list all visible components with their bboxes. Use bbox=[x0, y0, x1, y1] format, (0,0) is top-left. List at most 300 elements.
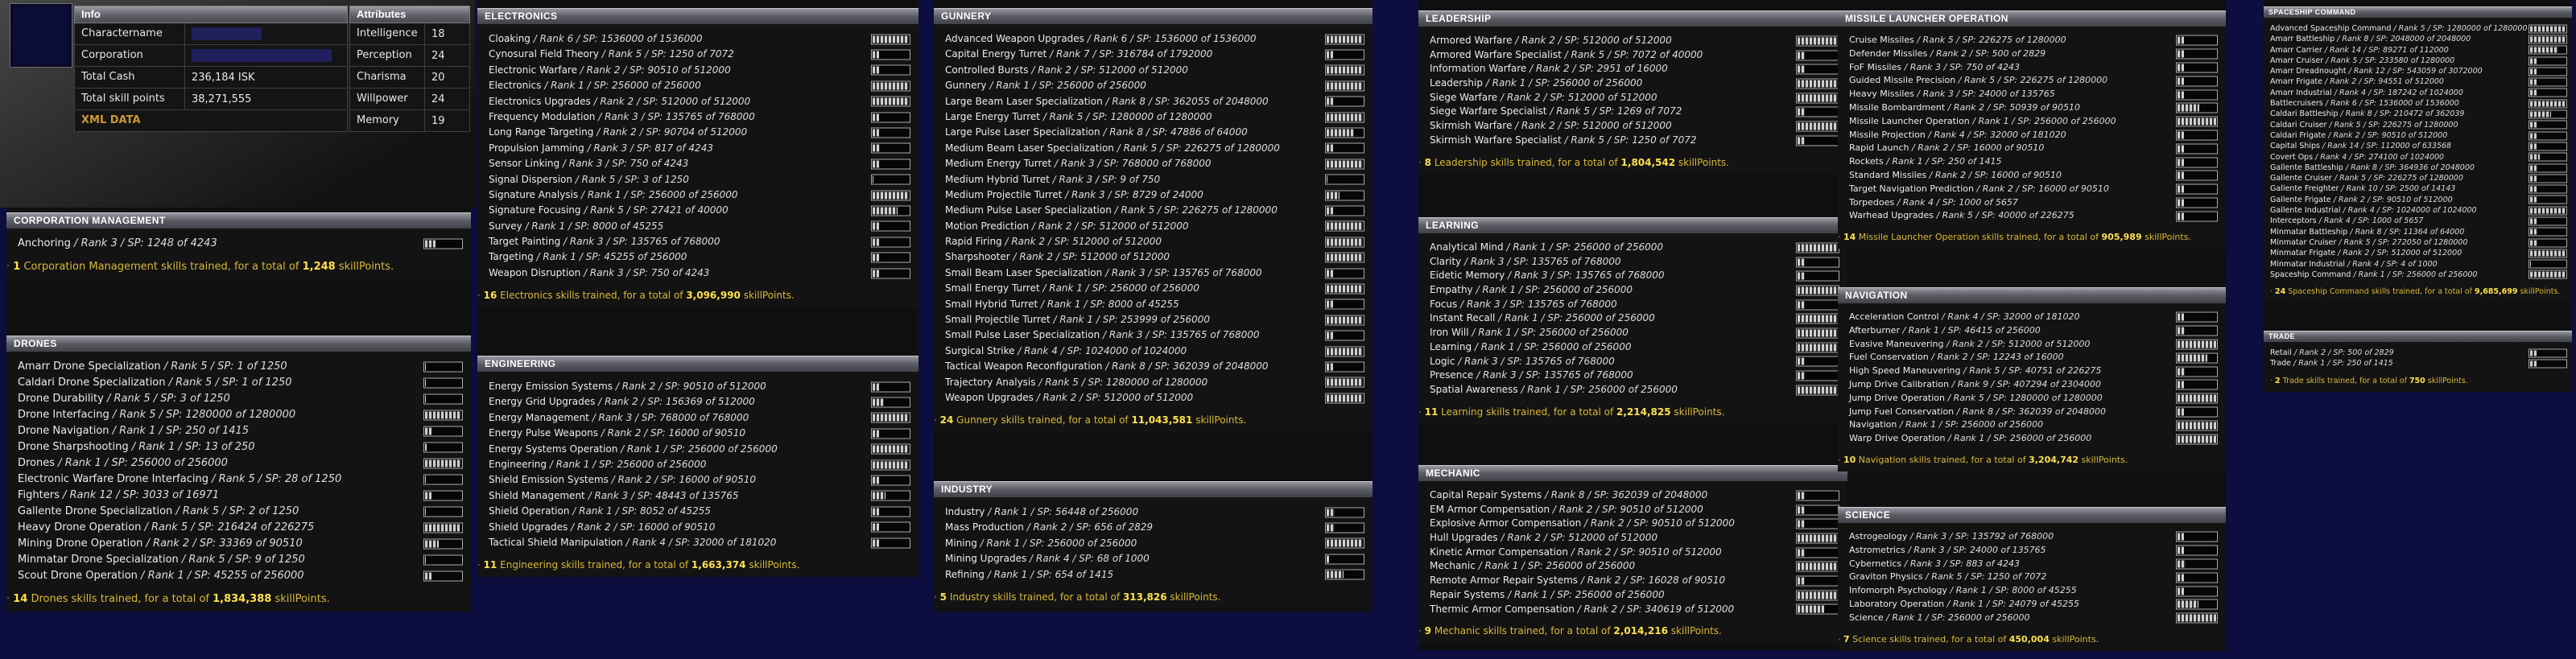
skill-label: Astrogeology / Rank 3 / SP: 135792 of 768000 bbox=[1849, 531, 2054, 542]
skill-label: Torpedoes / Rank 4 / SP: 1000 of 5657 bbox=[1849, 196, 2018, 208]
skill-label: Amarr Battleship / Rank 8 / SP: 2048000 of 2048000 bbox=[2270, 35, 2471, 44]
skill-row bbox=[1849, 129, 2218, 142]
category-panel-engineering bbox=[477, 356, 919, 577]
total-skill-points-label: Total skill points bbox=[75, 89, 185, 109]
skill-label: Warhead Upgrades / Rank 5 / SP: 40000 of 226275 bbox=[1849, 210, 2074, 221]
category-panel-mechanic bbox=[1418, 465, 1847, 643]
skill-label: Navigation / Rank 1 / SP: 256000 of 256000 bbox=[1849, 419, 2044, 430]
skill-progress-bar bbox=[2176, 197, 2218, 208]
skill-progress-bar bbox=[1796, 590, 1839, 600]
skill-label: Capital Energy Turret / Rank 7 / SP: 316784 of 1792000 bbox=[945, 48, 1213, 60]
skill-label: Amarr Drone Specialization / Rank 5 / SP: 1 of 1250 bbox=[18, 360, 287, 373]
skill-progress-bar bbox=[1796, 314, 1839, 324]
skill-row bbox=[489, 504, 910, 519]
skill-label: Jump Drive Operation / Rank 5 / SP: 1280000 of 1280000 bbox=[1849, 392, 2103, 403]
skill-progress-bar bbox=[871, 476, 910, 486]
skill-row bbox=[1430, 298, 1839, 312]
skill-progress-bar bbox=[1796, 575, 1839, 586]
skill-row bbox=[1849, 432, 2218, 446]
skill-label: Targeting / Rank 1 / SP: 45255 of 256000 bbox=[489, 251, 687, 263]
skill-list bbox=[1838, 524, 2226, 625]
skill-progress-bar bbox=[2176, 572, 2218, 583]
skill-label: Minmatar Industrial / Rank 4 / SP: 4 of 1000 bbox=[2270, 259, 2438, 269]
skill-progress-bar bbox=[871, 268, 910, 278]
skill-progress-bar bbox=[2176, 49, 2218, 60]
memory-label: Memory bbox=[350, 110, 425, 131]
skill-label: Weapon Upgrades / Rank 2 / SP: 512000 of 512000 bbox=[945, 391, 1194, 403]
skill-label: Drone Interfacing / Rank 5 / SP: 1280000 of 1280000 bbox=[18, 409, 296, 421]
skill-progress-bar bbox=[871, 50, 910, 60]
skill-label: Refining / Rank 1 / SP: 654 of 1415 bbox=[945, 568, 1114, 580]
skill-label: Surgical Strike / Rank 4 / SP: 1024000 of 1024000 bbox=[945, 344, 1187, 356]
skill-progress-bar bbox=[1796, 257, 1839, 267]
skill-label: Small Energy Turret / Rank 1 / SP: 256000 of 256000 bbox=[945, 282, 1199, 294]
skill-row bbox=[489, 488, 910, 504]
skill-label: Skirmish Warfare Specialist / Rank 5 / SP: 1250 of 7072 bbox=[1430, 134, 1697, 146]
skill-label: Remote Armor Repair Systems / Rank 2 / SP: 16028 of 90510 bbox=[1430, 575, 1726, 587]
skill-list bbox=[477, 373, 919, 550]
skill-row bbox=[2270, 56, 2567, 66]
skill-label: Battlecruisers / Rank 6 / SP: 1536000 of 1536000 bbox=[2270, 99, 2459, 109]
skill-label: Guided Missile Precision / Rank 5 / SP: 226275 of 1280000 bbox=[1849, 75, 2108, 86]
skill-label: Capital Repair Systems / Rank 8 / SP: 362039 of 2048000 bbox=[1430, 489, 1708, 500]
skill-row bbox=[2270, 76, 2567, 87]
skill-row bbox=[18, 488, 463, 504]
skill-label: Small Pulse Laser Specialization / Rank 3 / SP: 135765 of 768000 bbox=[945, 329, 1260, 341]
skill-list bbox=[2264, 343, 2572, 369]
skill-row bbox=[945, 359, 1364, 374]
skill-row bbox=[945, 297, 1364, 312]
skill-row bbox=[489, 472, 910, 488]
skill-row bbox=[945, 63, 1364, 78]
charactername-label: Charactername bbox=[75, 23, 185, 44]
skill-progress-bar bbox=[1325, 34, 1364, 44]
skill-label: Small Hybrid Turret / Rank 1 / SP: 8000 of 45255 bbox=[945, 298, 1179, 310]
skill-progress-bar bbox=[871, 428, 910, 439]
skill-row bbox=[2270, 66, 2567, 76]
skill-row bbox=[489, 109, 910, 125]
intelligence-label: Intelligence bbox=[350, 23, 425, 44]
skill-list bbox=[934, 25, 1373, 406]
skill-label: Infomorph Psychology / Rank 1 / SP: 8000 of 45255 bbox=[1849, 585, 2077, 596]
skill-label: Explosive Armor Compensation / Rank 2 / SP: 90510 of 512000 bbox=[1430, 517, 1735, 529]
skill-row bbox=[945, 31, 1364, 47]
skill-row bbox=[489, 187, 910, 203]
skill-row bbox=[945, 375, 1364, 390]
skill-label: Spaceship Command / Rank 1 / SP: 256000 of 256000 bbox=[2270, 270, 2478, 279]
skill-label: Skirmish Warfare / Rank 2 / SP: 512000 of 512000 bbox=[1430, 120, 1672, 132]
skill-progress-bar bbox=[1325, 205, 1364, 216]
skill-row bbox=[489, 156, 910, 171]
skill-list bbox=[1418, 482, 1847, 616]
skill-label: Signature Focusing / Rank 5 / SP: 27421 of 40000 bbox=[489, 204, 729, 216]
table-row bbox=[349, 23, 470, 45]
skill-progress-bar bbox=[1796, 64, 1839, 75]
skill-row bbox=[2270, 98, 2567, 109]
skill-label: Caldari Battleship / Rank 8 / SP: 210472 of 362039 bbox=[2270, 109, 2465, 119]
skill-row bbox=[1430, 559, 1839, 574]
skill-label: Frequency Modulation / Rank 3 / SP: 135765 of 768000 bbox=[489, 110, 755, 122]
category-panel-gunnery bbox=[934, 8, 1373, 432]
skill-row bbox=[945, 505, 1364, 520]
skill-label: Energy Grid Upgrades / Rank 2 / SP: 156369 of 512000 bbox=[489, 396, 755, 408]
skill-label: Sensor Linking / Rank 3 / SP: 750 of 4243 bbox=[489, 158, 689, 170]
skill-label: Fighters / Rank 12 / SP: 3033 of 16971 bbox=[18, 489, 220, 501]
skill-row bbox=[18, 423, 463, 439]
skill-progress-bar bbox=[1796, 299, 1839, 310]
skill-label: Capital Ships / Rank 14 / SP: 112000 of 633568 bbox=[2270, 142, 2452, 151]
skill-progress-bar bbox=[2529, 174, 2567, 183]
skill-label: Eidetic Memory / Rank 3 / SP: 135765 of 768000 bbox=[1430, 270, 1665, 282]
category-panel-corporation-management bbox=[6, 212, 471, 279]
skill-row bbox=[1430, 91, 1839, 105]
skill-progress-bar bbox=[1796, 50, 1839, 60]
skill-row bbox=[2270, 237, 2567, 248]
skill-label: Empathy / Rank 1 / SP: 256000 of 256000 bbox=[1430, 284, 1633, 296]
skill-progress-bar bbox=[2176, 599, 2218, 610]
skill-label: Fuel Conservation / Rank 2 / SP: 12243 of 16000 bbox=[1849, 352, 2064, 363]
skill-progress-bar bbox=[1796, 519, 1839, 529]
skill-progress-bar bbox=[2176, 586, 2218, 596]
skill-row bbox=[2270, 259, 2567, 270]
skill-progress-bar bbox=[2529, 206, 2567, 215]
skill-row bbox=[489, 535, 910, 550]
skill-label: Thermic Armor Compensation / Rank 2 / SP: 340619 of 512000 bbox=[1430, 603, 1735, 615]
skill-row bbox=[1849, 74, 2218, 88]
info-table-header: Info bbox=[74, 6, 348, 23]
skill-row bbox=[1430, 369, 1839, 383]
skill-row bbox=[1849, 101, 2218, 115]
skill-progress-bar bbox=[871, 506, 910, 517]
skill-label: Advanced Weapon Upgrades / Rank 6 / SP: 1536000 of 1536000 bbox=[945, 33, 1257, 44]
skill-label: Jump Fuel Conservation / Rank 8 / SP: 362039 of 2048000 bbox=[1849, 406, 2106, 417]
willpower-value: 24 bbox=[431, 93, 445, 105]
skill-label: Heavy Missiles / Rank 3 / SP: 24000 of 135765 bbox=[1849, 89, 2055, 100]
skill-progress-bar bbox=[423, 394, 463, 405]
skill-progress-bar bbox=[2176, 211, 2218, 221]
skill-progress-bar bbox=[1796, 562, 1839, 572]
skill-progress-bar bbox=[1325, 237, 1364, 247]
skill-progress-bar bbox=[2176, 143, 2218, 154]
skill-label: Weapon Disruption / Rank 3 / SP: 750 of 4243 bbox=[489, 266, 710, 278]
corporation-label: Corporation bbox=[75, 45, 185, 66]
skill-progress-bar bbox=[1325, 80, 1364, 91]
skill-progress-bar bbox=[1796, 385, 1839, 395]
skill-progress-bar bbox=[1325, 97, 1364, 107]
skill-label: Small Beam Laser Specialization / Rank 3 / SP: 135765 of 768000 bbox=[945, 266, 1262, 278]
skill-progress-bar bbox=[871, 143, 910, 154]
skill-row bbox=[1430, 62, 1839, 76]
skill-row bbox=[2270, 88, 2567, 98]
skill-progress-bar bbox=[1325, 268, 1364, 278]
skill-list bbox=[6, 229, 471, 252]
skill-row bbox=[1430, 488, 1839, 503]
total-skill-points-value: 38,271,555 bbox=[192, 93, 252, 105]
skill-row bbox=[2270, 130, 2567, 141]
skill-row bbox=[945, 327, 1364, 343]
skill-row bbox=[1430, 269, 1839, 283]
skill-row bbox=[18, 375, 463, 391]
skill-label: Amarr Carrier / Rank 14 / SP: 89271 of 112000 bbox=[2270, 45, 2449, 55]
skill-row bbox=[1430, 48, 1839, 63]
skill-label: Cybernetics / Rank 3 / SP: 883 of 4243 bbox=[1849, 558, 2021, 569]
skill-row bbox=[2270, 227, 2567, 237]
skill-row bbox=[489, 410, 910, 426]
skill-row bbox=[489, 457, 910, 472]
skill-label: Learning / Rank 1 / SP: 256000 of 256000 bbox=[1430, 340, 1632, 352]
skill-label: Defender Missiles / Rank 2 / SP: 500 of 2829 bbox=[1849, 47, 2046, 59]
skill-row bbox=[2270, 183, 2567, 194]
skill-progress-bar bbox=[423, 539, 463, 550]
skill-row bbox=[945, 109, 1364, 125]
skill-row bbox=[489, 394, 910, 410]
skill-progress-bar bbox=[2176, 393, 2218, 404]
skill-progress-bar bbox=[423, 410, 463, 421]
category-summary: · 11 Learning skills trained, for a total of 2,214,825 skillPoints. bbox=[1418, 406, 1725, 418]
skill-row bbox=[1430, 546, 1839, 560]
table-row bbox=[349, 110, 470, 132]
category-panel-learning bbox=[1418, 217, 1847, 424]
skill-list bbox=[1838, 304, 2226, 446]
skill-row bbox=[1849, 406, 2218, 419]
skill-progress-bar bbox=[1325, 143, 1364, 154]
skill-row bbox=[1849, 570, 2218, 584]
skill-progress-bar bbox=[2529, 359, 2567, 368]
skill-label: Gunnery / Rank 1 / SP: 256000 of 256000 bbox=[945, 80, 1146, 92]
skill-row bbox=[945, 390, 1364, 406]
table-row bbox=[74, 67, 348, 89]
skill-label: Hull Upgrades / Rank 2 / SP: 512000 of 512000 bbox=[1430, 532, 1658, 544]
skill-label: Minmatar Cruiser / Rank 5 / SP: 272050 of 1280000 bbox=[2270, 237, 2468, 247]
skill-list bbox=[1418, 234, 1847, 397]
skill-row bbox=[1430, 531, 1839, 546]
skill-row bbox=[1430, 340, 1839, 355]
skill-progress-bar bbox=[1325, 159, 1364, 169]
skill-list bbox=[1418, 27, 1847, 148]
skill-progress-bar bbox=[1796, 356, 1839, 367]
total-cash-value: 236,184 ISK bbox=[192, 71, 255, 84]
skill-label: Energy Pulse Weapons / Rank 2 / SP: 16000 of 90510 bbox=[489, 427, 746, 439]
skill-progress-bar bbox=[1325, 299, 1364, 310]
skill-row bbox=[1849, 209, 2218, 223]
skill-row bbox=[1849, 584, 2218, 598]
category-header: GUNNERY bbox=[934, 8, 1373, 25]
skill-row bbox=[489, 379, 910, 394]
skill-row bbox=[18, 236, 463, 252]
skill-label: Shield Management / Rank 3 / SP: 48443 of 135765 bbox=[489, 489, 739, 501]
skill-label: Amarr Dreadnought / Rank 12 / SP: 543059 of 3072000 bbox=[2270, 67, 2483, 76]
skill-label: Cynosural Field Theory / Rank 5 / SP: 1250 of 7072 bbox=[489, 48, 734, 60]
skill-label: Motion Prediction / Rank 2 / SP: 512000 of 512000 bbox=[945, 220, 1189, 232]
skill-row bbox=[2270, 34, 2567, 44]
skill-row bbox=[1849, 392, 2218, 406]
skill-row bbox=[18, 439, 463, 455]
skill-label: Amarr Industrial / Rank 4 / SP: 187242 of 1024000 bbox=[2270, 88, 2463, 97]
skill-progress-bar bbox=[1325, 190, 1364, 200]
skill-progress-bar bbox=[1325, 65, 1364, 76]
skill-label: Medium Energy Turret / Rank 3 / SP: 768000 of 768000 bbox=[945, 158, 1212, 170]
skill-progress-bar bbox=[871, 65, 910, 76]
skill-progress-bar bbox=[2176, 312, 2218, 323]
category-header: MISSILE LAUNCHER OPERATION bbox=[1838, 10, 2226, 27]
skill-label: Survey / Rank 1 / SP: 8000 of 45255 bbox=[489, 220, 664, 232]
skill-progress-bar bbox=[1325, 377, 1364, 388]
skill-row bbox=[18, 504, 463, 520]
skill-progress-bar bbox=[2529, 238, 2567, 247]
skill-label: Gallente Frigate / Rank 2 / SP: 90510 of 512000 bbox=[2270, 195, 2453, 204]
skill-label: Rapid Launch / Rank 2 / SP: 16000 of 90510 bbox=[1849, 142, 2045, 154]
category-panel-science bbox=[1838, 507, 2226, 651]
skill-progress-bar bbox=[871, 459, 910, 470]
skill-progress-bar bbox=[1796, 93, 1839, 103]
intelligence-value: 18 bbox=[431, 27, 445, 40]
skill-progress-bar bbox=[423, 378, 463, 389]
skill-progress-bar bbox=[2529, 142, 2567, 150]
skill-progress-bar bbox=[2529, 270, 2567, 279]
skill-label: FoF Missiles / Rank 3 / SP: 750 of 4243 bbox=[1849, 61, 2020, 72]
attributes-table bbox=[349, 6, 470, 132]
skill-progress-bar bbox=[2176, 366, 2218, 377]
skill-progress-bar bbox=[871, 112, 910, 122]
skill-progress-bar bbox=[2176, 558, 2218, 569]
category-panel-electronics bbox=[477, 8, 919, 307]
skill-row bbox=[1430, 105, 1839, 119]
skill-row bbox=[1849, 169, 2218, 183]
skill-progress-bar bbox=[2529, 67, 2567, 76]
skill-label: Medium Projectile Turret / Rank 3 / SP: 8729 of 24000 bbox=[945, 188, 1203, 200]
skill-progress-bar bbox=[1325, 112, 1364, 122]
skill-progress-bar bbox=[2176, 434, 2218, 444]
skill-label: Anchoring / Rank 3 / SP: 1248 of 4243 bbox=[18, 237, 217, 249]
skill-label: Presence / Rank 3 / SP: 135765 of 768000 bbox=[1430, 369, 1633, 381]
skill-progress-bar bbox=[2176, 546, 2218, 556]
skill-progress-bar bbox=[871, 413, 910, 423]
skill-label: Tactical Shield Manipulation / Rank 4 / SP: 32000 of 181020 bbox=[489, 536, 777, 548]
skill-label: Logic / Rank 3 / SP: 135765 of 768000 bbox=[1430, 355, 1615, 367]
skill-label: Leadership / Rank 1 / SP: 256000 of 256000 bbox=[1430, 77, 1643, 89]
skill-label: Shield Operation / Rank 1 / SP: 8052 of 45255 bbox=[489, 505, 711, 517]
skill-row bbox=[945, 567, 1364, 583]
skill-label: Long Range Targeting / Rank 2 / SP: 90704 of 512000 bbox=[489, 126, 748, 138]
skill-row bbox=[2270, 163, 2567, 173]
skill-row bbox=[18, 455, 463, 472]
skill-row bbox=[1849, 612, 2218, 625]
skill-row bbox=[1430, 574, 1839, 588]
skill-progress-bar bbox=[1325, 346, 1364, 356]
skill-row bbox=[945, 536, 1364, 551]
skill-progress-bar bbox=[871, 97, 910, 107]
table-row bbox=[349, 89, 470, 110]
skill-row bbox=[945, 187, 1364, 203]
skill-label: Spatial Awareness / Rank 1 / SP: 256000 of 256000 bbox=[1430, 383, 1678, 395]
skill-progress-bar bbox=[871, 522, 910, 533]
character-portrait bbox=[10, 3, 72, 68]
skill-label: Tactical Weapon Reconfiguration / Rank 8 / SP: 362039 of 2048000 bbox=[945, 360, 1269, 373]
skill-label: Large Pulse Laser Specialization / Rank 8 / SP: 47886 of 64000 bbox=[945, 126, 1248, 138]
corporation-redacted bbox=[192, 49, 332, 62]
skill-progress-bar bbox=[2529, 110, 2567, 119]
memory-value: 19 bbox=[431, 114, 445, 127]
skill-label: Rockets / Rank 1 / SP: 250 of 1415 bbox=[1849, 156, 2002, 167]
skill-row bbox=[1430, 383, 1839, 397]
skill-progress-bar bbox=[1796, 371, 1839, 381]
skill-row bbox=[18, 552, 463, 568]
skill-label: Cloaking / Rank 6 / SP: 1536000 of 1536000 bbox=[489, 33, 703, 44]
skill-row bbox=[1849, 418, 2218, 432]
skill-progress-bar bbox=[871, 190, 910, 200]
skill-row bbox=[2270, 195, 2567, 205]
skill-label: Iron Will / Rank 1 / SP: 256000 of 256000 bbox=[1430, 327, 1629, 339]
table-row bbox=[74, 110, 348, 132]
skill-label: Mining Drone Operation / Rank 2 / SP: 33369 of 90510 bbox=[18, 537, 303, 550]
skill-progress-bar bbox=[2176, 326, 2218, 336]
skill-label: Information Warfare / Rank 2 / SP: 2951 of 16000 bbox=[1430, 63, 1668, 75]
skill-label: Missile Launcher Operation / Rank 1 / SP: 256000 of 256000 bbox=[1849, 115, 2116, 126]
skill-progress-bar bbox=[1325, 283, 1364, 294]
skill-progress-bar bbox=[1325, 570, 1364, 580]
skill-row bbox=[1849, 338, 2218, 352]
skill-progress-bar bbox=[1325, 538, 1364, 549]
skill-row bbox=[1430, 283, 1839, 298]
skill-progress-bar bbox=[871, 221, 910, 232]
skill-row bbox=[1849, 324, 2218, 338]
skill-progress-bar bbox=[2529, 89, 2567, 97]
skill-progress-bar bbox=[1796, 342, 1839, 352]
skill-progress-bar bbox=[2176, 352, 2218, 363]
skill-progress-bar bbox=[871, 537, 910, 548]
skill-label: Sharpshooter / Rank 2 / SP: 512000 of 512000 bbox=[945, 251, 1170, 263]
skill-row bbox=[945, 219, 1364, 234]
skill-list bbox=[1838, 27, 2226, 223]
skill-row bbox=[1849, 47, 2218, 61]
category-summary: · 7 Science skills trained, for a total of 450,004 skillPoints. bbox=[1838, 633, 2099, 645]
skill-progress-bar bbox=[1796, 490, 1839, 500]
category-summary: · 14 Drones skills trained, for a total of 1,834,388 skillPoints. bbox=[6, 593, 330, 605]
skill-label: Amarr Frigate / Rank 2 / SP: 94551 of 512000 bbox=[2270, 77, 2444, 87]
category-header: DRONES bbox=[6, 336, 471, 352]
skill-progress-bar bbox=[2529, 348, 2567, 357]
skill-row bbox=[1849, 183, 2218, 196]
skill-label: Electronics / Rank 1 / SP: 256000 of 256000 bbox=[489, 80, 701, 92]
category-header: SPACESHIP COMMAND bbox=[2264, 6, 2572, 19]
skill-progress-bar bbox=[2176, 184, 2218, 195]
skill-row bbox=[489, 520, 910, 535]
skill-progress-bar bbox=[871, 397, 910, 408]
skill-label: Engineering / Rank 1 / SP: 256000 of 256000 bbox=[489, 458, 707, 470]
skill-row bbox=[18, 472, 463, 488]
skill-row bbox=[945, 281, 1364, 296]
skill-progress-bar bbox=[2529, 196, 2567, 204]
skill-label: Electronics Upgrades / Rank 2 / SP: 512000 of 512000 bbox=[489, 95, 751, 107]
skill-label: Kinetic Armor Compensation / Rank 2 / SP: 90510 of 512000 bbox=[1430, 546, 1722, 558]
skill-progress-bar bbox=[1325, 554, 1364, 564]
category-panel-navigation bbox=[1838, 287, 2226, 472]
skill-progress-bar bbox=[871, 175, 910, 185]
skill-label: Evasive Maneuvering / Rank 2 / SP: 512000 of 512000 bbox=[1849, 338, 2091, 349]
skill-label: Signature Analysis / Rank 1 / SP: 256000 of 256000 bbox=[489, 188, 738, 200]
skill-label: Trajectory Analysis / Rank 5 / SP: 1280000 of 1280000 bbox=[945, 376, 1208, 388]
skill-progress-bar bbox=[1796, 285, 1839, 295]
skill-progress-bar bbox=[2176, 532, 2218, 542]
skill-row bbox=[1430, 588, 1839, 603]
skill-label: Gallente Freighter / Rank 10 / SP: 2500 of 14143 bbox=[2270, 184, 2456, 194]
skill-row bbox=[945, 141, 1364, 156]
skill-row bbox=[945, 520, 1364, 535]
skill-label: Gallente Cruiser / Rank 5 / SP: 226275 of 1280000 bbox=[2270, 174, 2463, 183]
skill-label: Gallente Drone Specialization / Rank 5 / SP: 2 of 1250 bbox=[18, 505, 299, 517]
skill-progress-bar bbox=[871, 381, 910, 392]
xml-data-link[interactable]: XML DATA bbox=[81, 114, 141, 126]
